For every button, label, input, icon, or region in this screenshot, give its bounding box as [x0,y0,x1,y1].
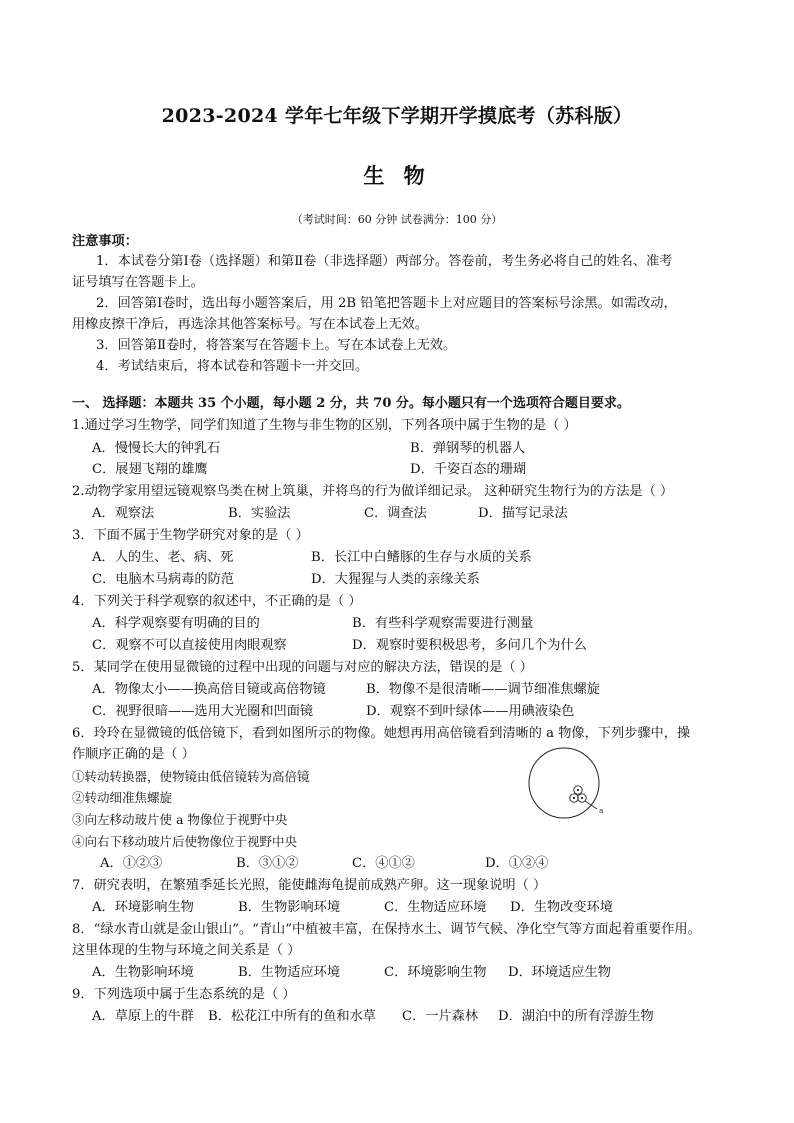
q1-option-b: B．弹钢琴的机器人 [410,441,526,456]
q3-option-d: D．大猩猩与人类的亲缘关系 [311,572,480,587]
q9-option-d: D．湖泊中的所有浮游生物 [498,1009,654,1024]
note-2-line-1: 2．回答第Ⅰ卷时，选出每小题答案后，用 2B 铅笔把答题卡上对应题目的答案标号涂黑。如需改动， [96,296,677,311]
q3-option-c: C．电脑木马病毒的防范 [92,572,234,587]
microscope-field-figure [527,745,627,825]
note-1-line-2: 证号填写在答题卡上。 [72,275,204,290]
q3-stem: 3．下面不属于生物学研究对象的是（ ） [72,528,309,543]
note-1-line-1: 1．本试卷分第Ⅰ卷（选择题）和第Ⅱ卷（非选择题）两部分。答卷前，考生务必将自己的姓名、准考 [96,254,673,269]
q9-option-a: A．草原上的牛群 [92,1009,194,1024]
q7-option-c: C．生物适应环境 [384,900,487,915]
q6-option-a: A．①②③ [100,856,163,871]
q2-option-d: D．描写记录法 [478,506,568,521]
q6-option-c: C．④①② [352,856,415,871]
section-heading: 一、 选择题：本题共 35 个小题，每小题 2 分，共 70 分。每小题只有一个选项符合题目要求。 [72,396,630,411]
q6-stem-line-2: 作顺序正确的是（ ） [72,747,195,762]
q6-step-2: ②转动细准焦螺旋 [72,790,173,805]
q1-option-d: D．千姿百态的珊瑚 [410,462,527,477]
q4-option-d: D．观察时要积极思考，多问几个为什么 [352,638,587,653]
q4-option-a: A．科学观察要有明确的目的 [92,616,260,631]
q1-option-a: A．慢慢长大的钟乳石 [92,441,221,456]
q6-option-b: B．③①② [236,856,299,871]
q9-option-c: C．一片森林 [402,1009,479,1024]
q6-step-3: ③向左移动玻片使 a 物像位于视野中央 [72,812,288,827]
q2-option-c: C．调查法 [364,506,427,521]
q7-option-d: D．生物改变环境 [510,900,613,915]
field-of-view-circle [529,748,599,818]
q4-stem: 4．下列关于科学观察的叙述中，不正确的是（ ） [72,594,362,609]
exam-info: （考试时间：60 分钟 试卷满分：100 分） [291,213,503,226]
q6-stem-line-1: 6．玲玲在显微镜的低倍镜下，看到如图所示的物像。她想再用高倍镜看到清晰的 a 物像，下列步骤中，操 [72,726,691,741]
q5-option-c: C．视野很暗——选用大光圈和凹面镜 [92,704,314,719]
note-3: 3．回答第Ⅱ卷时，将答案写在答题卡上。写在本试卷上无效。 [96,338,457,353]
q6-option-d: D．①②④ [485,856,549,871]
q6-step-1: ①转动转换器，使物镜由低倍镜转为高倍镜 [72,769,310,784]
q3-option-b: B．长江中白鳍豚的生存与水质的关系 [311,550,532,565]
q7-option-b: B．生物影响环境 [238,900,341,915]
q3-option-a: A．人的生、老、病、死 [92,550,234,565]
exam-title: 2023-2024 学年七年级下学期开学摸底考（苏科版） [161,105,633,127]
q9-stem: 9．下列选项中属于生态系统的是（ ） [72,987,296,1002]
label-pointer-line [585,801,597,809]
q2-option-a: A．观察法 [92,506,155,521]
q4-option-b: B．有些科学观察需要进行测量 [352,616,534,631]
q1-option-c: C．展翅飞翔的雄鹰 [92,462,208,477]
q7-stem: 7．研究表明，在繁殖季延长光照，能使雌海龟提前成熟产卵。这一现象说明（ ） [72,878,547,893]
q9-option-b: B．松花江中所有的鱼和水草 [208,1009,376,1024]
q5-option-b: B．物像不是很清晰——调节细准焦螺旋 [366,682,600,697]
q1-stem: 1.通过学习生物学，同学们知道了生物与非生物的区别，下列各项中属于生物的是（ ） [72,418,577,433]
q8-option-a: A．生物影响环境 [92,965,194,980]
q2-stem: 2.动物学家用望远镜观察鸟类在树上筑巢，并将鸟的行为做详细记录。 这种研究生物行为的方法是（ ） [72,484,674,499]
q8-stem-line-1: 8．“绿水青山就是金山银山”。“青山”中植被丰富，在保持水土、调节气候、净化空气等方面起着重要作用。 [72,922,701,937]
cell-cluster-icon [570,786,586,802]
notes-heading: 注意事项： [72,234,138,249]
q8-option-b: B．生物适应环境 [238,965,341,980]
q7-option-a: A．环境影响生物 [92,900,194,915]
q5-option-a: A．物像太小——换高倍目镜或高倍物镜 [92,682,326,697]
q6-step-4: ④向右下移动玻片后使物像位于视野中央 [72,834,298,849]
q4-option-c: C．观察不可以直接使用肉眼观察 [92,638,287,653]
q5-option-d: D．观察不到叶绿体——用碘液染色 [366,704,575,719]
q8-stem-line-2: 这里体现的生物与环境之间关系是（ ） [72,943,301,958]
note-2-line-2: 用橡皮擦干净后，再选涂其他答案标号。写在本试卷上无效。 [72,317,429,332]
figure-label-a: a [599,807,604,815]
q5-stem: 5．某同学在使用显微镜的过程中出现的问题与对应的解决方法，错误的是（ ） [72,660,533,675]
q2-option-b: B．实验法 [228,506,291,521]
subject-title: 生 物 [363,163,431,188]
note-4: 4．考试结束后，将本试卷和答题卡一并交回。 [96,359,369,374]
q8-option-c: C．环境影响生物 [384,965,487,980]
q8-option-d: D．环境适应生物 [508,965,611,980]
